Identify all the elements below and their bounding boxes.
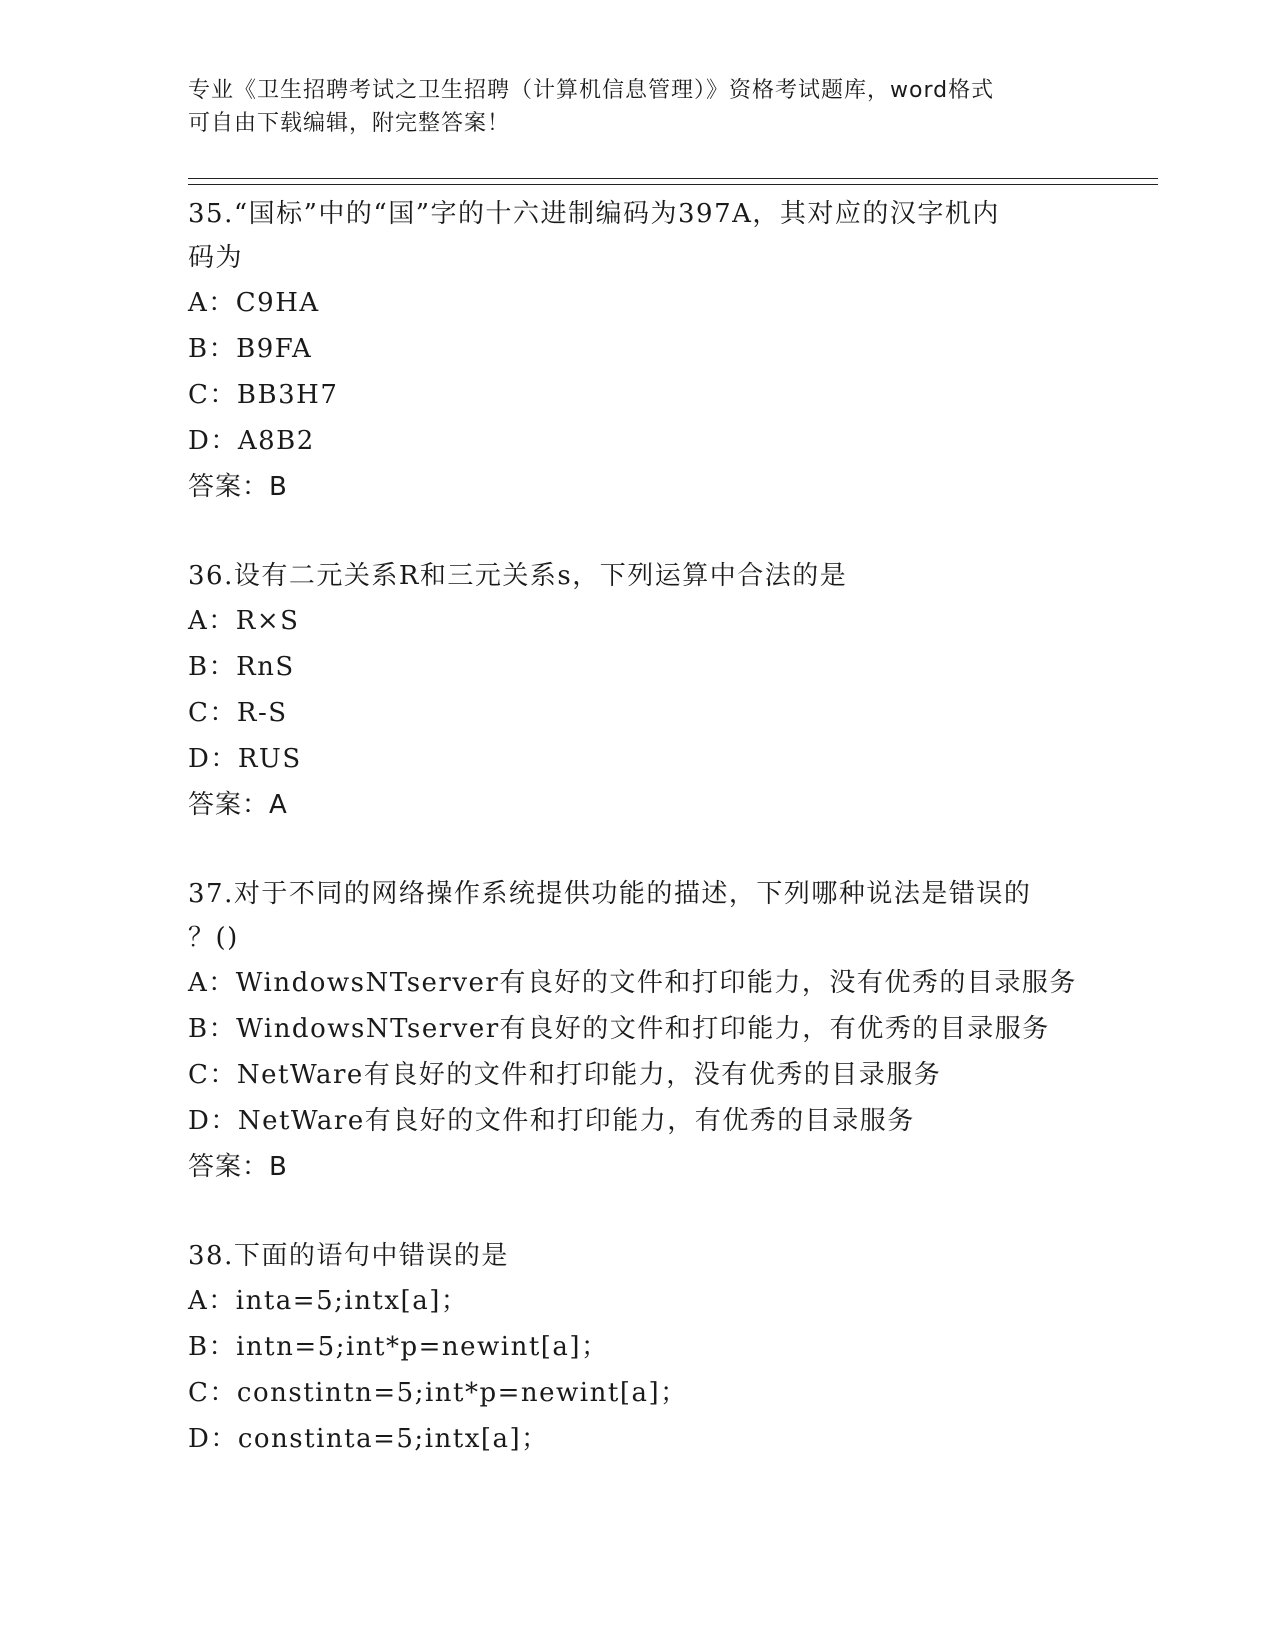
question-35-option-c: C：BB3H7 xyxy=(188,380,339,410)
question-38 xyxy=(188,1234,1088,1462)
header-divider-top xyxy=(188,178,1158,179)
question-36-option-a: A：R×S xyxy=(188,606,300,636)
question-38-option-b: B：intn=5;int*p=newint[a]； xyxy=(188,1332,609,1362)
question-gap xyxy=(188,828,1088,872)
question-37-answer: 答案：B xyxy=(188,1152,288,1182)
question-35 xyxy=(188,192,1088,510)
question-36 xyxy=(188,554,1088,828)
question-36-option-d: D：RUS xyxy=(188,744,302,774)
question-37-text-line-1: 37.对于不同的网络操作系统提供功能的描述，下列哪种说法是错误的 xyxy=(188,879,1032,909)
question-35-option-d: D：A8B2 xyxy=(188,426,315,456)
question-38-option-a: A：inta=5;intx[a]； xyxy=(188,1286,469,1316)
question-list xyxy=(188,192,1088,1462)
question-36-text xyxy=(188,554,1088,598)
question-37 xyxy=(188,872,1088,1190)
question-36-option-c: C：R-S xyxy=(188,698,288,728)
question-35-answer: 答案：B xyxy=(188,472,288,502)
question-36-option-b: B：RnS xyxy=(188,652,295,682)
question-38-option-c: C：constintn=5;int*p=newint[a]； xyxy=(188,1378,688,1408)
question-35-text-line-1: 35.“国标”中的“国”字的十六进制编码为397A，其对应的汉字机内 xyxy=(188,199,1000,229)
question-35-option-a: A：C9HA xyxy=(188,288,320,318)
question-36-answer: 答案：A xyxy=(188,790,288,820)
document-header xyxy=(188,74,1088,140)
question-35-option-b: B：B9FA xyxy=(188,334,313,364)
header-line-1: 专业《卫生招聘考试之卫生招聘（计算机信息管理）》资格考试题库，word格式 xyxy=(188,78,995,103)
question-37-text xyxy=(188,872,1088,960)
question-37-option-d: D：NetWare有良好的文件和打印能力，有优秀的目录服务 xyxy=(188,1106,915,1136)
question-38-text-line-1: 38.下面的语句中错误的是 xyxy=(188,1241,509,1271)
question-35-text-line-2: 码为 xyxy=(188,243,244,273)
question-35-text xyxy=(188,192,1088,280)
question-38-option-d: D：constinta=5;intx[a]； xyxy=(188,1424,549,1454)
question-36-text-line-1: 36.设有二元关系R和三元关系s，下列运算中合法的是 xyxy=(188,561,848,591)
question-gap xyxy=(188,510,1088,554)
question-gap xyxy=(188,1190,1088,1234)
question-37-text-line-2: ？() xyxy=(188,923,239,953)
header-divider-bottom xyxy=(188,184,1158,185)
question-37-option-c: C：NetWare有良好的文件和打印能力，没有优秀的目录服务 xyxy=(188,1060,942,1090)
question-37-option-a: A：WindowsNTserver有良好的文件和打印能力，没有优秀的目录服务 xyxy=(188,968,1077,998)
question-37-option-b: B：WindowsNTserver有良好的文件和打印能力，有优秀的目录服务 xyxy=(188,1014,1050,1044)
header-line-2: 可自由下载编辑，附完整答案！ xyxy=(188,111,511,136)
question-38-text xyxy=(188,1234,1088,1278)
